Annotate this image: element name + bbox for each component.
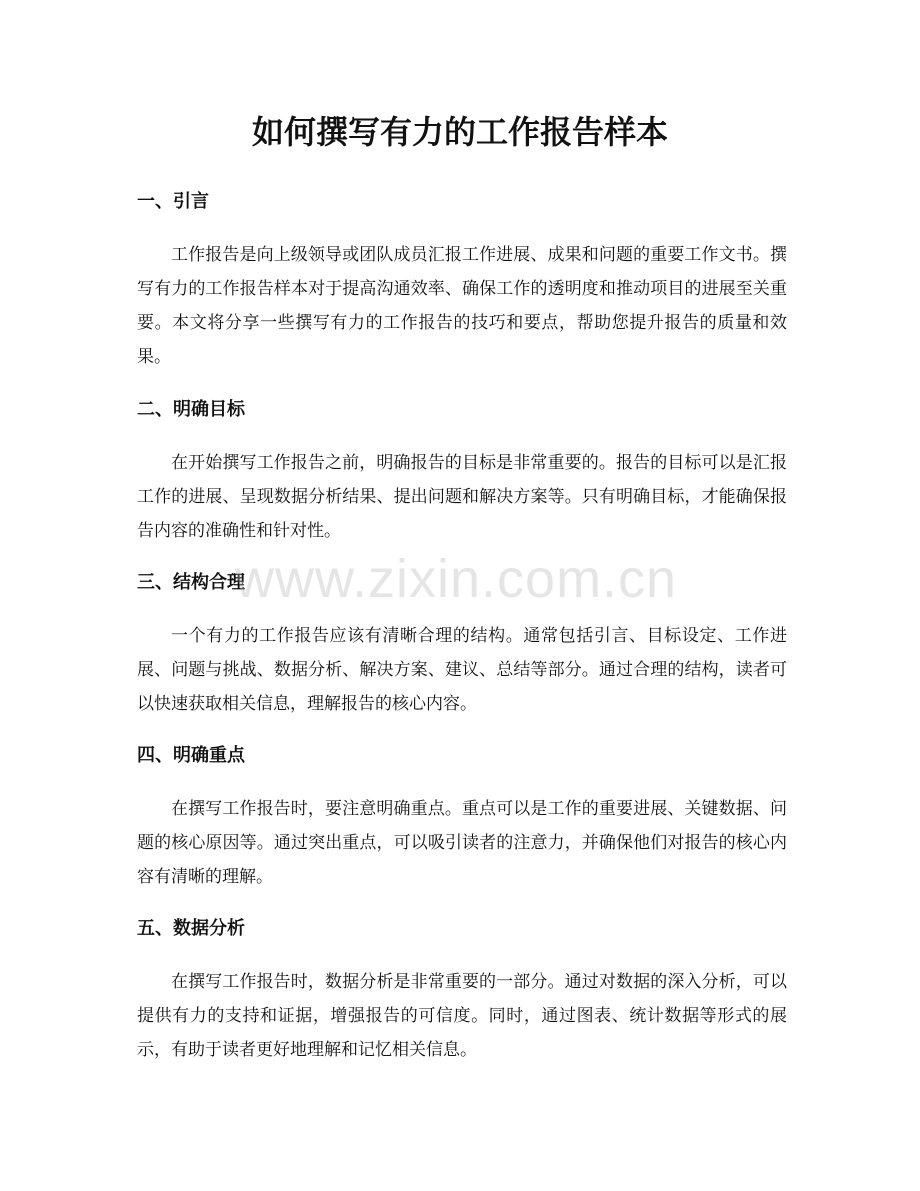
section-paragraph-clear-goals: 在开始撰写工作报告之前，明确报告的目标是非常重要的。报告的目标可以是汇报工作的进展、呈现数据分析结果、提出问题和解决方案等。只有明确目标，才能确保报告内容的准确性和针对性。 bbox=[137, 453, 787, 541]
section-heading-clear-goals: 二、明确目标 bbox=[137, 399, 245, 420]
watermark-text: www.zixin.com.cn bbox=[235, 549, 678, 609]
section-heading-structure: 三、结构合理 bbox=[137, 572, 245, 593]
section-paragraph-data-analysis: 在撰写工作报告时，数据分析是非常重要的一部分。通过对数据的深入分析，可以提供有力的支持和证据，增强报告的可信度。同时，通过图表、统计数据等形式的展示，有助于读者更好地理解和记忆相关信息。 bbox=[137, 972, 787, 1060]
section-paragraph-structure: 一个有力的工作报告应该有清晰合理的结构。通常包括引言、目标设定、工作进展、问题与挑战、数据分析、解决方案、建议、总结等部分。通过合理的结构，读者可以快速获取相关信息，理解报告的核心内容。 bbox=[137, 626, 787, 714]
document-title: 如何撰写有力的工作报告样本 bbox=[251, 113, 668, 151]
section-paragraph-key-points: 在撰写工作报告时，要注意明确重点。重点可以是工作的重要进展、关键数据、问题的核心原因等。通过突出重点，可以吸引读者的注意力，并确保他们对报告的核心内容有清晰的理解。 bbox=[137, 799, 787, 887]
section-heading-introduction: 一、引言 bbox=[137, 191, 209, 212]
section-paragraph-introduction: 工作报告是向上级领导或团队成员汇报工作进展、成果和问题的重要工作文书。撰写有力的工作报告样本对于提高沟通效率、确保工作的透明度和推动项目的进展至关重要。本文将分享一些撰写有力的工作报告的技巧和要点，帮助您提升报告的质量和效果。 bbox=[137, 245, 787, 367]
section-heading-data-analysis: 五、数据分析 bbox=[137, 918, 245, 939]
section-heading-key-points: 四、明确重点 bbox=[137, 745, 245, 766]
